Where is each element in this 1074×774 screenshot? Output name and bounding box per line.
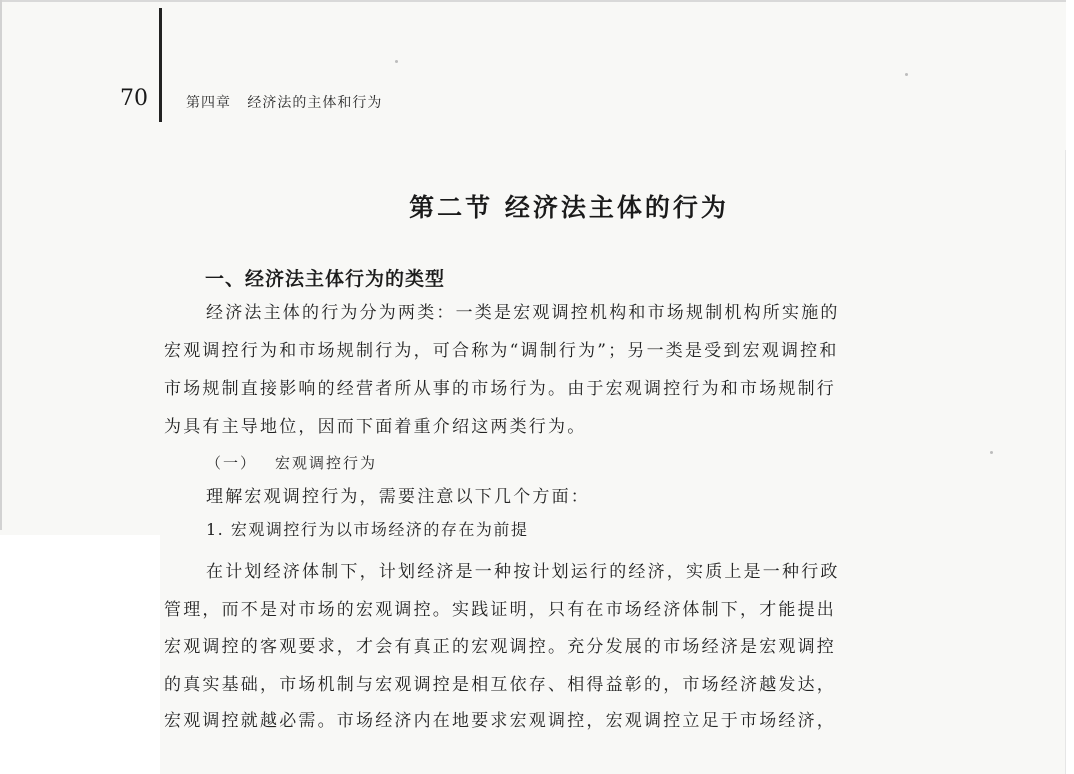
paragraph2-line: 宏观调控的客观要求，才会有真正的宏观调控。充分发展的市场经济是宏观调控 — [164, 637, 836, 657]
paragraph1-line: 经济法主体的行为分为两类：一类是宏观调控机构和市场规制机构所实施的 — [206, 303, 840, 323]
paragraph1-line: 为具有主导地位，因而下面着重介绍这两类行为。 — [164, 417, 587, 437]
header-divider — [159, 8, 162, 122]
paragraph2-line: 宏观调控就越必需。市场经济内在地要求宏观调控，宏观调控立足于市场经济， — [164, 711, 836, 731]
page-number: 70 — [120, 86, 148, 111]
section-title: 第二节 经济法主体的行为 — [409, 193, 729, 222]
paragraph1-line: 宏观调控行为和市场规制行为，可合称为“调制行为”；另一类是受到宏观调控和 — [164, 341, 839, 361]
subheading-label: （一） — [206, 454, 258, 472]
paragraph2-line: 在计划经济体制下，计划经济是一种按计划运行的经济，实质上是一种行政 — [206, 562, 840, 582]
subheading — [206, 452, 377, 473]
paragraph2-line: 管理，而不是对市场的宏观调控。实践证明，只有在市场经济体制下，才能提出 — [164, 600, 836, 620]
subheading-text: 宏观调控行为 — [275, 454, 378, 472]
numbered-item: 1. 宏观调控行为以市场经济的存在为前提 — [206, 520, 529, 539]
scan-edge-right — [1066, 0, 1074, 774]
heading-level-1: 一、经济法主体行为的类型 — [205, 268, 446, 290]
running-head: 第四章 经济法的主体和行为 — [186, 95, 383, 111]
scan-edge-top — [0, 0, 1074, 2]
scan-speck — [990, 451, 993, 454]
scan-speck — [905, 73, 908, 76]
scan-edge-right-line — [1065, 150, 1066, 774]
scan-speck — [395, 60, 398, 63]
paragraph1-line: 市场规制直接影响的经营者所从事的市场行为。由于宏观调控行为和市场规制行 — [164, 379, 836, 399]
paragraph2-line: 的真实基础，市场机制与宏观调控是相互依存、相得益彰的，市场经济越发达， — [164, 675, 836, 695]
intro-line: 理解宏观调控行为，需要注意以下几个方面： — [206, 487, 590, 507]
scan-blank-area — [0, 535, 160, 774]
scan-edge-left — [0, 0, 2, 530]
